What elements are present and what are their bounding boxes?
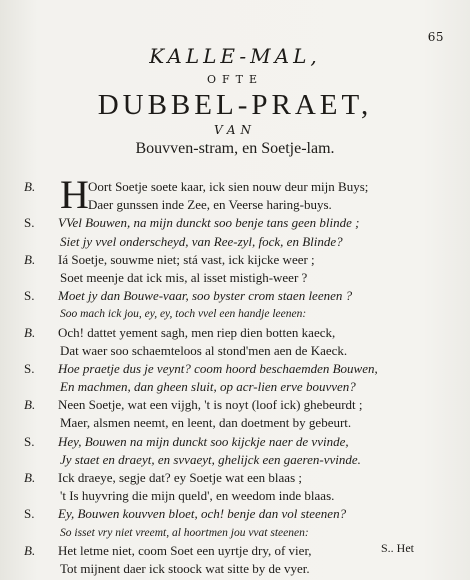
speaker-label: B. xyxy=(24,470,36,485)
speaker-label: S. xyxy=(24,288,35,304)
speaker-label: S. xyxy=(24,506,35,522)
verse-line xyxy=(24,342,444,360)
speaker-label: B. xyxy=(24,397,36,413)
verse-text: Ick draeye, segje dat? ey Soetje wat een blaas ; xyxy=(58,470,302,485)
verse-text: Het letme niet, coom Soet een uyrtje dry, of vier, xyxy=(58,542,312,558)
speaker-label: B. xyxy=(24,542,36,558)
verse-line xyxy=(24,505,444,523)
verse-text: Neen Soetje, wat een vijgh, 't is noyt (loof ick) ghebeurdt ; xyxy=(58,397,363,413)
title-kalle-mal: KALLE-MAL, xyxy=(149,44,321,68)
verse-text: Soo mach ick jou, ey, ey, toch vvel een handje leenen: xyxy=(60,308,307,321)
verse-text: Soet meenje dat ick mis, al isset mistigh-weer ? xyxy=(60,269,308,285)
verse-text: Tot mijnent daer ick stoock wat sitte by de vyer. xyxy=(60,560,310,576)
verse-text: Hoe praetje dus je veynt? coom hoord beschaemden Bouwen, xyxy=(58,360,378,376)
verse-line xyxy=(24,560,444,578)
title-van: VAN xyxy=(213,123,257,137)
verse-line xyxy=(24,414,444,432)
verse-text: VVel Bouwen, na mijn dunckt soo benje tans geen blinde ; xyxy=(58,215,360,231)
speaker-label: B. xyxy=(24,179,36,194)
catchword: S.. Het xyxy=(381,541,414,555)
verse-line xyxy=(24,396,444,414)
verse-line xyxy=(24,287,444,305)
verse-line xyxy=(24,324,444,342)
verse-text: Oort Soetje soete kaar, ick sien nouw deur mijn Buys; xyxy=(88,179,369,194)
verse-line xyxy=(24,251,444,269)
verse-line xyxy=(24,524,444,542)
verse-text: Siet jy vvel onderscheyd, van Ree-zyl, fock, en Blinde? xyxy=(60,233,343,249)
speaker-label: S. xyxy=(24,360,35,376)
verse-line xyxy=(24,433,444,451)
verse-line xyxy=(24,360,444,378)
verse-text: Moet jy dan Bouwe-vaar, soo byster crom staen leenen ? xyxy=(58,288,353,304)
verse-line xyxy=(24,487,444,505)
title-subtitle: Bouvven-stram, en Soetje-lam. xyxy=(135,140,335,157)
title-dubbel-praet: DUBBEL-PRAET, xyxy=(97,89,373,121)
verse-text: Maer, alsmen neemt, en leent, dan doetment by gebeurt. xyxy=(60,415,352,431)
verse-text: So isset vry niet vreemt, al hoortmen jou vvat steenen: xyxy=(60,526,309,539)
verse-line xyxy=(24,451,444,469)
verse-text: Och! dattet yement sagh, men riep dien botten kaeck, xyxy=(58,324,336,340)
verse-text: Ey, Bouwen kouvven bloet, och! benje dan vol steenen? xyxy=(58,506,347,522)
verse-line xyxy=(24,269,444,287)
verse-text: Hey, Bouwen na mijn dunckt soo kijckje naer de vvinde, xyxy=(58,433,349,449)
verse-block xyxy=(24,172,444,578)
verse-text: Iá Soetje, souwme niet; stá vast, ick kijcke weer ; xyxy=(58,251,315,267)
verse-text: Daer gunssen inde Zee, en Veerse haring-buys. xyxy=(88,197,332,213)
speaker-label: S. xyxy=(24,433,35,449)
speaker-label: S. xyxy=(24,215,35,231)
page-number: 65 xyxy=(427,30,444,44)
speaker-label: B. xyxy=(24,324,36,340)
verse-text: Dat waer soo schaemteloos al stond'men aen de Kaeck. xyxy=(60,342,348,358)
verse-line xyxy=(24,196,444,214)
verse-text: 't Is huyvring die mijn queld', en weedom inde blaas. xyxy=(60,488,335,504)
verse-line xyxy=(24,233,444,251)
verse-text: En machmen, dan gheen sluit, op acr-lien erve bouvven? xyxy=(60,379,356,395)
drop-cap: H xyxy=(60,172,89,217)
title-ofte: OFTE xyxy=(206,73,264,86)
speaker-label: B. xyxy=(24,251,36,267)
verse-text: Jy staet en draeyt, en svvaeyt, ghelijck een gaeren-vvinde. xyxy=(60,451,361,467)
verse-line xyxy=(24,378,444,396)
verse-line xyxy=(24,469,444,487)
verse-line xyxy=(24,214,444,232)
verse-line xyxy=(24,305,444,323)
